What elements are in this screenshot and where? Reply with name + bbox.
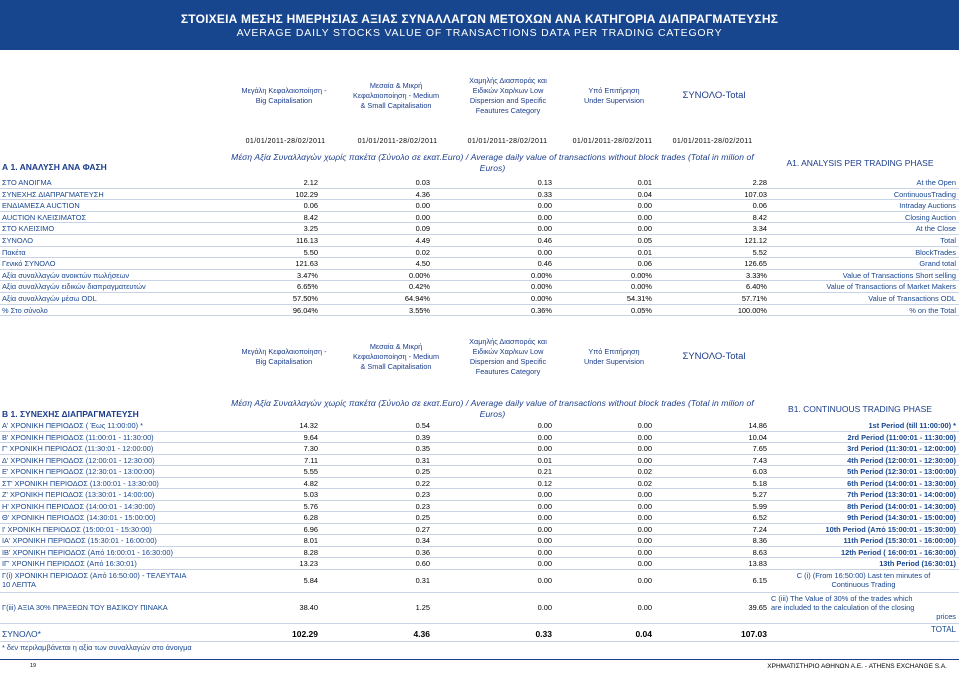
cell-low-dispersion: 0.00: [537, 559, 552, 568]
table-row: [0, 501, 959, 513]
column-headers-a: [0, 56, 959, 136]
cell-medium-small-cap: 0.60: [415, 559, 430, 568]
column-header-medium-small-cap: Μεσαία & Μικρή Κεφαλαιοποίηση - Medium & Small Capitalisation: [352, 81, 440, 110]
row-label: % Στο σύνολο: [2, 305, 48, 315]
cell-total: 6.15: [752, 576, 767, 585]
section-b-english-label: B1. CONTINUOUS TRADING PHASE: [788, 404, 932, 414]
row-label: Ι' ΧΡΟΝΙΚΗ ΠΕΡΙΟΔΟΣ (15:00:01 - 15:30:00): [2, 524, 152, 534]
column-headers-b: [0, 327, 959, 407]
cell-big-cap: 116.13: [295, 236, 318, 245]
table-row: [0, 478, 959, 490]
section-b-description: Μέση Αξία Συναλλαγών χωρίς πακέτα (Σύνολο σε εκατ.Euro) / Average daily value of transactions without block trades (Total in milion of Euros): [231, 398, 754, 419]
cell-low-dispersion: 0.00: [537, 201, 552, 211]
cell-total: 8.42: [752, 212, 767, 222]
row-label: ΕΝΔΙΑΜΕΣΑ AUCTION: [2, 201, 80, 211]
cell-low-dispersion: 0.00%: [531, 282, 552, 292]
table-row: [0, 489, 959, 501]
row-label: ΣΥΝΟΛΟ*: [2, 630, 41, 639]
cell-medium-small-cap: 0.27: [415, 524, 430, 534]
column-header-low-dispersion: Χαμηλής Διασποράς και Ειδικών Χαρ/κων Low Dispersion and Specific Feautures Category: [469, 76, 547, 115]
row-english-label: 13th Period (16:30:01): [879, 559, 956, 568]
row-english-label: Grand total: [919, 259, 956, 269]
table-row: [0, 558, 959, 570]
cell-under-supervision: 54.31%: [626, 294, 652, 303]
cell-medium-small-cap: 4.50: [415, 259, 430, 269]
cell-under-supervision: 0.00: [637, 201, 652, 211]
table-row: [0, 570, 959, 593]
table-row: [0, 420, 959, 432]
table-row: [0, 212, 959, 224]
cell-medium-small-cap: 4.49: [415, 236, 430, 245]
cell-low-dispersion: 0.00: [537, 501, 552, 511]
cell-total: 14.86: [748, 421, 767, 430]
cell-big-cap: 38.40: [299, 603, 318, 612]
cell-total: 7.43: [752, 455, 767, 465]
cell-low-dispersion: 0.00: [537, 444, 552, 453]
row-label: Θ' ΧΡΟΝΙΚΗ ΠΕΡΙΟΔΟΣ (14:30:01 - 15:00:00): [2, 513, 156, 522]
cell-under-supervision: 0.00: [637, 524, 652, 534]
row-english-label: TOTAL: [930, 625, 956, 634]
section-b-header: [0, 396, 959, 422]
cell-low-dispersion: 0.00: [537, 432, 552, 442]
cell-under-supervision: 0.04: [637, 189, 652, 199]
row-english-label: 9th Period (14:30:01 - 15:00:00): [847, 513, 956, 522]
cell-total: 2.28: [752, 178, 767, 187]
table-row: [0, 177, 959, 189]
cell-total: 107.03: [741, 629, 767, 639]
row-english-label: Value of Transactions ODL: [868, 294, 956, 303]
cell-total: 121.12: [744, 236, 767, 245]
cell-under-supervision: 0.02: [637, 467, 652, 476]
cell-big-cap: 57.50%: [292, 294, 318, 303]
date-range: 01/01/2011-28/02/2011: [467, 138, 548, 145]
cell-total: 5.99: [752, 501, 767, 511]
table-row: [0, 593, 959, 624]
cell-total: 126.65: [744, 259, 767, 269]
cell-under-supervision: 0.00: [637, 490, 652, 499]
cell-medium-small-cap: 0.00: [415, 212, 430, 222]
cell-low-dispersion: 0.00: [537, 536, 552, 545]
cell-medium-small-cap: 0.23: [415, 490, 430, 499]
cell-total: 39.65: [748, 603, 767, 612]
cell-medium-small-cap: 4.36: [413, 629, 430, 639]
cell-under-supervision: 0.00: [637, 444, 652, 453]
row-english-label: 3rd Period (11:30:01 - 12:00:00): [847, 444, 956, 453]
table-row: [0, 189, 959, 201]
table-row: [0, 281, 959, 293]
row-english-label: 8th Period (14:00:01 - 14:30:00): [847, 501, 956, 511]
row-label: ΣΥΝΟΛΟ: [2, 236, 33, 245]
cell-total: 0.06: [752, 201, 767, 211]
row-english-label: Total: [940, 236, 956, 245]
cell-medium-small-cap: 0.31: [415, 576, 430, 585]
company-name: ΧΡΗΜΑΤΙΣΤΗΡΙΟ ΑΘΗΝΩΝ Α.Ε. - ATHENS EXCHANGE S.A.: [767, 663, 947, 670]
cell-big-cap: 6.28: [303, 513, 318, 522]
table-row: [0, 258, 959, 270]
cell-under-supervision: 0.05: [637, 236, 652, 245]
cell-low-dispersion: 0.00: [537, 247, 552, 257]
table-row: [0, 512, 959, 524]
row-label: ΣΤ' ΧΡΟΝΙΚΗ ΠΕΡΙΟΔΟΣ (13:00:01 - 13:30:00): [2, 478, 159, 488]
row-english-label: 2rd Period (11:00:01 - 11:30:00): [847, 432, 956, 442]
cell-low-dispersion: 0.21: [537, 467, 552, 476]
total-row: [0, 625, 959, 642]
cell-low-dispersion: 0.00%: [531, 294, 552, 303]
cell-under-supervision: 0.00: [637, 536, 652, 545]
cell-big-cap: 3.25: [303, 224, 318, 234]
row-label: Δ' ΧΡΟΝΙΚΗ ΠΕΡΙΟΔΟΣ (12:00:01 - 12:30:00): [2, 455, 155, 465]
row-label: Αξία συναλλαγών ανοικτών πωλήσεων: [2, 270, 130, 280]
cell-big-cap: 5.84: [303, 576, 318, 585]
cell-total: 13.83: [748, 559, 767, 568]
cell-big-cap: 102.29: [295, 189, 318, 199]
cell-total: 6.40%: [746, 282, 767, 292]
row-label: Αξία συναλλαγών ειδικών διαπραγματευτών: [2, 282, 146, 292]
cell-medium-small-cap: 3.55%: [409, 305, 430, 315]
cell-under-supervision: 0.00: [637, 603, 652, 612]
row-english-label: 5th Period (12:30:01 - 13:00:00): [847, 467, 956, 476]
table-row: [0, 535, 959, 547]
cell-big-cap: 7.11: [304, 455, 318, 465]
cell-low-dispersion: 0.13: [537, 178, 552, 187]
cell-big-cap: 6.96: [303, 524, 318, 534]
cell-medium-small-cap: 64.94%: [404, 294, 430, 303]
cell-big-cap: 8.28: [303, 547, 318, 557]
cell-low-dispersion: 0.00: [537, 576, 552, 585]
cell-total: 8.63: [752, 547, 767, 557]
table-row: [0, 547, 959, 559]
cell-total: 8.36: [752, 536, 767, 545]
cell-total: 5.27: [752, 490, 767, 499]
column-header-total: ΣΥΝΟΛΟ-Total: [682, 90, 746, 101]
cell-low-dispersion: 0.00: [537, 513, 552, 522]
cell-big-cap: 13.23: [299, 559, 318, 568]
cell-low-dispersion: 0.00: [537, 212, 552, 222]
date-range: 01/01/2011-28/02/2011: [245, 138, 326, 145]
table-row: [0, 223, 959, 235]
cell-big-cap: 5.03: [303, 490, 318, 499]
row-english-label: Intraday Auctions: [899, 201, 956, 211]
cell-medium-small-cap: 0.25: [415, 513, 430, 522]
cell-low-dispersion: 0.00: [537, 524, 552, 534]
cell-medium-small-cap: 0.25: [415, 467, 430, 476]
page-footer: [0, 659, 959, 673]
row-english-label: At the Close: [915, 224, 956, 234]
row-english-label: % on the Total: [909, 305, 956, 315]
cell-big-cap: 2.12: [303, 178, 318, 187]
section-a-description: Μέση Αξία Συναλλαγών χωρίς πακέτα (Σύνολο σε εκατ.Euro) / Average daily value of transactions without block trades (Total in milion of Euros): [231, 152, 754, 173]
cell-medium-small-cap: 0.23: [415, 501, 430, 511]
cell-big-cap: 9.64: [303, 432, 318, 442]
cell-under-supervision: 0.01: [637, 247, 652, 257]
cell-under-supervision: 0.00: [637, 576, 652, 585]
cell-under-supervision: 0.00: [637, 212, 652, 222]
row-label: Α' ΧΡΟΝΙΚΗ ΠΕΡΙΟΔΟΣ ( Έως 11:00:00) *: [2, 421, 144, 430]
column-header-big-cap: Μεγάλη Κεφαλαιοποίηση - Big Capitalisation: [241, 86, 327, 105]
row-label: ΙΓ' ΧΡΟΝΙΚΗ ΠΕΡΙΟΔΟΣ (Από 16:30:01): [2, 559, 137, 568]
cell-medium-small-cap: 0.31: [415, 455, 430, 465]
table-row: [0, 443, 959, 455]
cell-medium-small-cap: 1.25: [415, 603, 430, 612]
cell-under-supervision: 0.00: [637, 559, 652, 568]
cell-total: 7.24: [752, 524, 767, 534]
section-a-label: Α 1. ΑΝΑΛΥΣΗ ΑΝΑ ΦΑΣΗ: [2, 162, 107, 172]
row-english-label: Value of Transactions of Market Makers: [826, 282, 956, 292]
cell-low-dispersion: 0.36%: [531, 305, 552, 315]
cell-total: 5.52: [752, 247, 767, 257]
table-row: [0, 455, 959, 467]
cell-low-dispersion: 0.01: [537, 455, 552, 465]
section-a-english-label: A1. ANALYSIS PER TRADING PHASE: [786, 158, 934, 168]
table-row: [0, 524, 959, 536]
cell-medium-small-cap: 0.09: [415, 224, 430, 234]
cell-total: 6.52: [752, 513, 767, 522]
cell-low-dispersion: 0.12: [537, 478, 552, 488]
cell-under-supervision: 0.00: [637, 513, 652, 522]
row-english-label: C (i) (From 16:50:00) Last ten minutes of Continuous Trading: [796, 571, 931, 589]
table-row: [0, 270, 959, 282]
row-label: Ε' ΧΡΟΝΙΚΗ ΠΕΡΙΟΔΟΣ (12:30:01 - 13:00:00): [2, 467, 155, 476]
cell-low-dispersion: 0.00: [537, 547, 552, 557]
table-row: [0, 466, 959, 478]
cell-low-dispersion: 0.00: [537, 224, 552, 234]
cell-big-cap: 7.30: [303, 444, 318, 453]
cell-big-cap: 5.50: [303, 247, 318, 257]
cell-medium-small-cap: 0.03: [415, 178, 430, 187]
row-english-label: BlockTrades: [915, 247, 956, 257]
cell-under-supervision: 0.00: [637, 224, 652, 234]
cell-low-dispersion: 0.33: [537, 189, 552, 199]
cell-under-supervision: 0.00%: [631, 282, 652, 292]
row-label: Αξία συναλλαγών μέσω ODL: [2, 294, 97, 303]
row-label: Γ(iii) ΑΞΙΑ 30% ΠΡΑΞΕΩΝ ΤΟΥ ΒΑΣΙΚΟΥ ΠΙΝΑΚΑ: [2, 603, 168, 612]
cell-total: 7.65: [752, 444, 767, 453]
cell-medium-small-cap: 0.42%: [409, 282, 430, 292]
row-label: ΙΒ' ΧΡΟΝΙΚΗ ΠΕΡΙΟΔΟΣ (Από 16:00:01 - 16:30:00): [2, 547, 173, 557]
cell-total: 3.33%: [746, 270, 767, 280]
cell-under-supervision: 0.01: [637, 178, 652, 187]
cell-big-cap: 102.29: [292, 629, 318, 639]
cell-big-cap: 5.76: [303, 501, 318, 511]
row-english-label: 11th Period (15:30:01 - 16:00:00): [843, 536, 956, 545]
row-label: AUCTION ΚΛΕΙΣΙΜΑΤΟΣ: [2, 212, 87, 222]
cell-big-cap: 8.01: [303, 536, 318, 545]
cell-under-supervision: 0.02: [637, 478, 652, 488]
cell-under-supervision: 0.00: [637, 547, 652, 557]
report-title-english: AVERAGE DAILY STOCKS VALUE OF TRANSACTIONS DATA PER TRADING CATEGORY: [236, 27, 723, 39]
row-label: ΣΤΟ ΚΛΕΙΣΙΜΟ: [2, 224, 55, 234]
row-english-label: ContinuousTrading: [893, 189, 956, 199]
cell-total: 100.00%: [737, 305, 767, 315]
table-row: [0, 200, 959, 212]
cell-total: 6.03: [752, 467, 767, 476]
cell-low-dispersion: 0.00: [537, 603, 552, 612]
cell-low-dispersion: 0.46: [537, 236, 552, 245]
cell-under-supervision: 0.05%: [631, 305, 652, 315]
row-label: Πακέτα: [2, 247, 26, 257]
footnote: * δεν περιλαμβάνεται η αξία των συναλλαγών στο άνοιγμα: [2, 643, 192, 652]
row-label: ΙΑ' ΧΡΟΝΙΚΗ ΠΕΡΙΟΔΟΣ (15:30:01 - 16:00:00): [2, 536, 157, 545]
cell-medium-small-cap: 0.39: [415, 432, 430, 442]
cell-under-supervision: 0.00%: [631, 270, 652, 280]
cell-big-cap: 6.65%: [297, 282, 318, 292]
cell-medium-small-cap: 0.00%: [409, 270, 430, 280]
cell-big-cap: 14.32: [299, 421, 318, 430]
cell-total: 107.03: [744, 189, 767, 199]
cell-medium-small-cap: 4.36: [415, 189, 430, 199]
table-row: [0, 247, 959, 259]
cell-medium-small-cap: 0.35: [415, 444, 430, 453]
column-header-total: ΣΥΝΟΛΟ-Total: [682, 351, 746, 362]
row-english-label: C (iii) The Value of 30% of the trades which are included to the calculation of the closing prices: [771, 594, 956, 621]
table-row: [0, 293, 959, 305]
date-range: 01/01/2011-28/02/2011: [572, 138, 653, 145]
row-label: Η' ΧΡΟΝΙΚΗ ΠΕΡΙΟΔΟΣ (14:00:01 - 14:30:00): [2, 501, 156, 511]
cell-under-supervision: 0.00: [637, 455, 652, 465]
row-english-label: Value of Transactions Short selling: [842, 270, 956, 280]
cell-total: 3.34: [752, 224, 767, 234]
row-label: Ζ' ΧΡΟΝΙΚΗ ΠΕΡΙΟΔΟΣ (13:30:01 - 14:00:00): [2, 490, 155, 499]
cell-big-cap: 4.82: [303, 478, 318, 488]
cell-under-supervision: 0.06: [637, 259, 652, 269]
cell-medium-small-cap: 0.00: [415, 201, 430, 211]
cell-under-supervision: 0.00: [637, 501, 652, 511]
cell-under-supervision: 0.00: [637, 421, 652, 430]
column-header-under-supervision: Υπό Επιτήρηση Under Supervision: [583, 86, 645, 105]
cell-big-cap: 8.42: [303, 212, 318, 222]
row-english-label: 1st Period (till 11:00:00) *: [868, 421, 956, 430]
cell-under-supervision: 0.00: [637, 432, 652, 442]
table-row: [0, 305, 959, 317]
row-english-label: 10th Period (Από 15:00:01 - 15:30:00): [825, 524, 956, 534]
row-label: ΣΥΝΕΧΗΣ ΔΙΑΠΡΑΓΜΑΤΕΥΣΗ: [2, 189, 104, 199]
cell-big-cap: 121.63: [295, 259, 318, 269]
cell-big-cap: 0.06: [303, 201, 318, 211]
cell-medium-small-cap: 0.22: [415, 478, 430, 488]
row-label: Β' ΧΡΟΝΙΚΗ ΠΕΡΙΟΔΟΣ (11:00:01 - 11:30:00): [2, 432, 154, 442]
cell-low-dispersion: 0.00: [537, 421, 552, 430]
date-ranges: [0, 138, 959, 148]
row-label: ΣΤΟ ΑΝΟΙΓΜΑ: [2, 178, 52, 187]
row-english-label: At the Open: [916, 178, 956, 187]
column-header-low-dispersion: Χαμηλής Διασποράς και Ειδικών Χαρ/κων Low Dispersion and Specific Feautures Category: [469, 337, 547, 376]
cell-low-dispersion: 0.00%: [531, 270, 552, 280]
row-english-label: 7th Period (13:30:01 - 14:00:00): [847, 490, 956, 499]
report-title-greek: ΣΤΟΙΧΕΙΑ ΜΕΣΗΣ ΗΜΕΡΗΣΙΑΣ ΑΞΙΑΣ ΣΥΝΑΛΛΑΓΩΝ ΜΕΤΟΧΩΝ ΑΝΑ ΚΑΤΗΓΟΡΙΑ ΔΙΑΠΡΑΓΜΑΤΕΥΣΗΣ: [180, 12, 779, 26]
cell-medium-small-cap: 0.02: [415, 247, 430, 257]
row-english-label: Closing Auction: [905, 212, 956, 222]
cell-low-dispersion: 0.33: [535, 629, 552, 639]
section-a-header: [0, 152, 959, 178]
report-header: [0, 0, 959, 50]
table-row: [0, 235, 959, 247]
cell-big-cap: 96.04%: [292, 305, 318, 315]
cell-low-dispersion: 0.00: [537, 490, 552, 499]
cell-medium-small-cap: 0.36: [415, 547, 430, 557]
column-header-big-cap: Μεγάλη Κεφαλαιοποίηση - Big Capitalisation: [241, 347, 327, 366]
row-label: Γ' ΧΡΟΝΙΚΗ ΠΕΡΙΟΔΟΣ (11:30:01 - 12:00:00): [2, 444, 154, 453]
cell-low-dispersion: 0.46: [537, 259, 552, 269]
table-row: [0, 432, 959, 444]
column-header-under-supervision: Υπό Επιτήρηση Under Supervision: [583, 347, 645, 366]
page-number: 19: [30, 663, 37, 669]
cell-medium-small-cap: 0.54: [415, 421, 430, 430]
cell-total: 10.04: [748, 432, 767, 442]
row-label: Γ(i) ΧΡΟΝΙΚΗ ΠΕΡΙΟΔΟΣ (Από 16:50:00) - ΤΕΛΕΥΤΑΙΑ 10 ΛΕΠΤΑ: [2, 571, 187, 589]
row-label: Γενικό ΣΥΝΟΛΟ: [2, 259, 56, 269]
row-english-label: 12th Period ( 16:00:01 - 16:30:00): [840, 547, 956, 557]
section-b-label: Β 1. ΣΥΝΕΧΗΣ ΔΙΑΠΡΑΓΜΑΤΕΥΣΗ: [2, 409, 139, 419]
cell-big-cap: 3.47%: [297, 270, 318, 280]
cell-big-cap: 5.55: [303, 467, 318, 476]
date-range: 01/01/2011-28/02/2011: [672, 138, 753, 145]
cell-under-supervision: 0.04: [635, 629, 652, 639]
row-english-label: 6th Period (14:00:01 - 13:30:00): [847, 478, 956, 488]
date-range: 01/01/2011-28/02/2011: [357, 138, 438, 145]
row-english-label: 4th Period (12:00:01 - 12:30:00): [847, 455, 956, 465]
column-header-medium-small-cap: Μεσαία & Μικρή Κεφαλαιοποίηση - Medium & Small Capitalisation: [352, 342, 440, 371]
cell-total: 57.71%: [741, 294, 767, 303]
cell-medium-small-cap: 0.34: [415, 536, 430, 545]
cell-total: 5.18: [752, 478, 767, 488]
